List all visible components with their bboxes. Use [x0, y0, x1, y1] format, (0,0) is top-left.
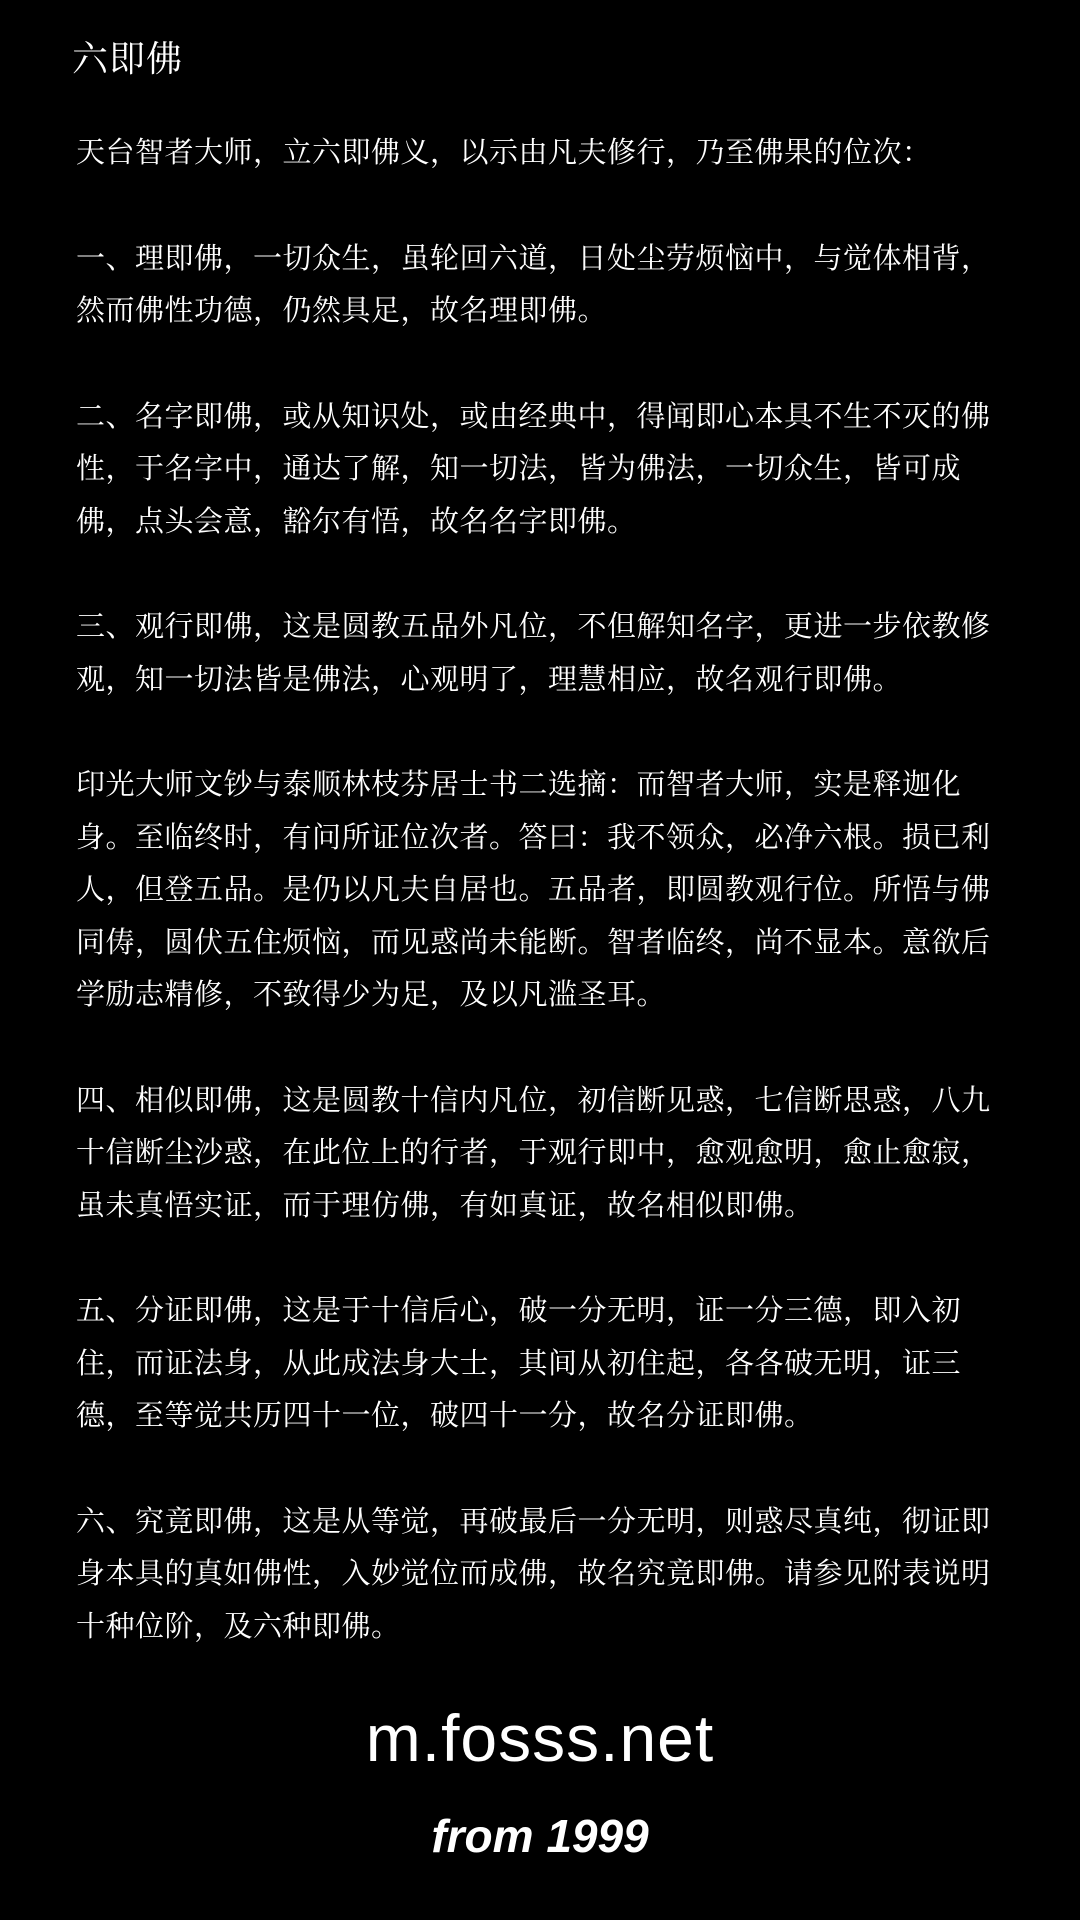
paragraph-ming-zi-ji-fo: 二、名字即佛，或从知识处，或由经典中，得闻即心本具不生不灭的佛性，于名字中，通达了解，知一切法，皆为佛法，一切众生，皆可成佛，点头会意，豁尔有悟，故名名字即佛。	[76, 398, 991, 538]
article-body	[76, 126, 1000, 1705]
paragraph-yin-guang-quote: 印光大师文钞与泰顺林枝芬居士书二选摘：而智者大师，实是释迦化身。至临终时，有问所证位次者。答曰：我不领众，必净六根。损已利人，但登五品。是仍以凡夫自居也。五品者，即圆教观行位。所悟与佛同俦，圆伏五住烦恼，而见惑尚未能断。智者临终，尚不显本。意欲后学励志精修，不致得少为足，及以凡滥圣耳。	[76, 767, 991, 1011]
footer-site-link[interactable]: m.fosss.net	[365, 1701, 715, 1775]
page-title: 六即佛	[72, 39, 184, 80]
paragraph-xiang-si-ji-fo: 四、相似即佛，这是圆教十信内凡位，初信断见惑，七信断思惑，八九十信断尘沙惑，在此位上的行者，于观行即中，愈观愈明，愈止愈寂，虽未真悟实证，而于理仿佛，有如真证，故名相似即佛。	[76, 1082, 991, 1222]
paragraph-guan-xing-ji-fo: 三、观行即佛，这是圆教五品外凡位，不但解知名字，更进一步依教修观，知一切法皆是佛法，心观明了，理慧相应，故名观行即佛。	[76, 609, 991, 696]
paragraph-fen-zheng-ji-fo: 五、分证即佛，这是于十信后心，破一分无明，证一分三德，即入初住，而证法身，从此成法身大士，其间从初住起，各各破无明，证三德，至等觉共历四十一位，破四十一分，故名分证即佛。	[76, 1293, 962, 1432]
footer-since-text: from 1999	[431, 1810, 649, 1862]
paragraph-intro: 天台智者大师，立六即佛义，以示由凡夫修行，乃至佛果的位次：	[76, 135, 932, 169]
paragraph-jiu-jing-ji-fo: 六、究竟即佛，这是从等觉，再破最后一分无明，则惑尽真纯，彻证即身本具的真如佛性，入妙觉位而成佛，故名究竟即佛。请参见附表说明十种位阶，及六种即佛。	[76, 1503, 991, 1643]
paragraph-li-ji-fo: 一、理即佛，一切众生，虽轮回六道，日处尘劳烦恼中，与觉体相背，然而佛性功德，仍然具足，故名理即佛。	[76, 240, 991, 327]
